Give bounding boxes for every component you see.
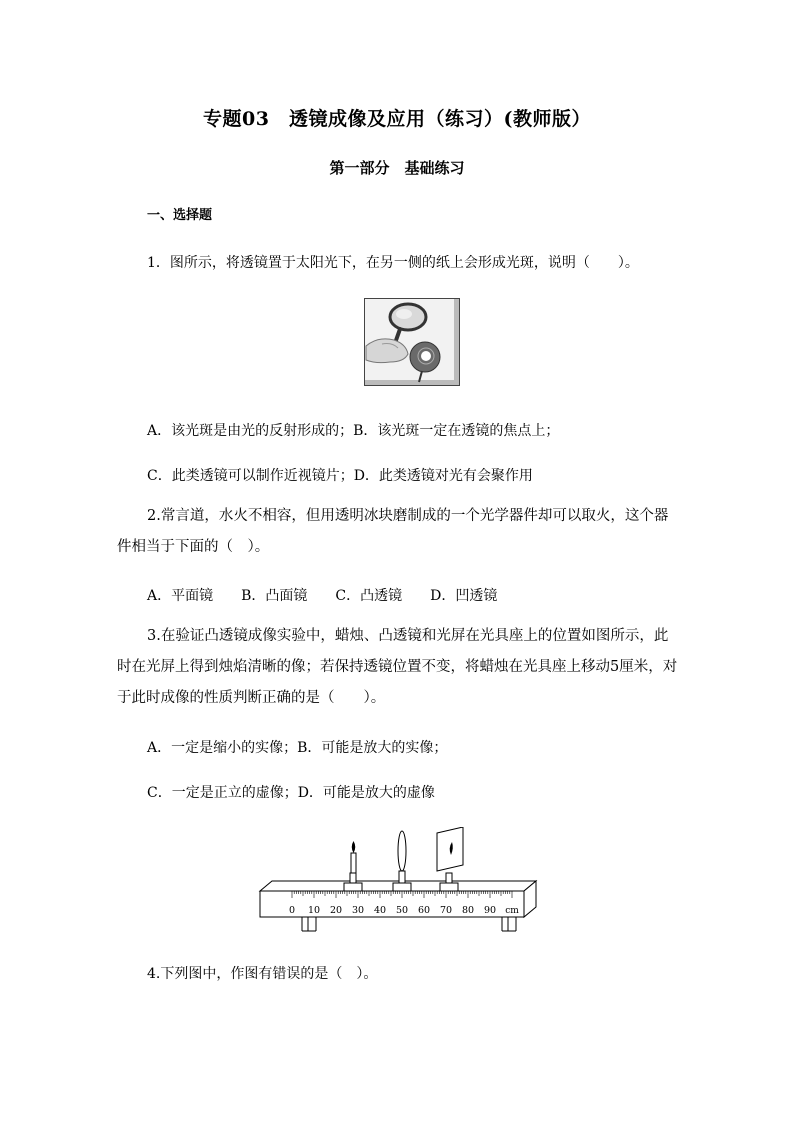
question-3-stem <box>117 621 682 714</box>
tick-label-40: 40 <box>373 905 387 916</box>
question-3-options-cd: C．一定是正立的虚像；D．可能是放大的虚像 <box>147 785 435 801</box>
tick-label-90: 90 <box>483 905 497 916</box>
tick-label-0: 0 <box>288 905 296 916</box>
question-1-options-ab: A．该光斑是由光的反射形成的；B．该光斑一定在透镜的焦点上； <box>147 423 560 439</box>
optical-bench-figure <box>256 827 538 941</box>
option-a: A．平面镜 <box>147 588 214 604</box>
question-3-text: 3.在验证凸透镜成像实验中，蜡烛、凸透镜和光屏在光具座上的位置如图所示，此时在光屏上得到烛焰清晰的像；若保持透镜位置不变，将蜡烛在光具座上移动5厘米，对于此时成像的性质判断正确的是（ ）。 <box>117 628 678 706</box>
question-1-options-cd: C．此类透镜可以制作近视镜片；D．此类透镜对光有会聚作用 <box>147 468 533 484</box>
question-2-options <box>147 585 497 605</box>
tick-label-30: 30 <box>351 905 365 916</box>
candle <box>344 841 362 891</box>
tick-label-60: 60 <box>417 905 431 916</box>
question-2-text: 2.常言道，水火不相容，但用透明冰块磨制成的一个光学器件却可以取火，这个器件相当于下面的（ ）。 <box>117 508 669 555</box>
tick-label-80: 80 <box>461 905 475 916</box>
question-1-stem: 1．图所示，将透镜置于太阳光下，在另一侧的纸上会形成光斑，说明（ ）。 <box>147 255 639 271</box>
unit-label: cm <box>505 906 519 916</box>
option-d: D．凹透镜 <box>430 588 498 604</box>
tick-label-70: 70 <box>439 905 453 916</box>
magnifier-sunlight-figure <box>364 298 460 386</box>
question-3-options-ab: A．一定是缩小的实像；B．可能是放大的实像； <box>147 740 448 756</box>
page-title: 专题03 透镜成像及应用（练习）(教师版） <box>203 108 591 130</box>
tick-label-10: 10 <box>307 905 321 916</box>
option-c: C．凸透镜 <box>335 588 403 604</box>
tick-label-50: 50 <box>395 905 409 916</box>
option-b: B．凸面镜 <box>241 588 308 604</box>
question-2-stem <box>117 501 682 563</box>
question-4-stem: 4.下列图中，作图有错误的是（ ）。 <box>147 966 378 982</box>
tick-label-20: 20 <box>329 905 343 916</box>
section-heading: 一、选择题 <box>147 208 213 223</box>
part-heading: 第一部分 基础练习 <box>329 159 465 177</box>
